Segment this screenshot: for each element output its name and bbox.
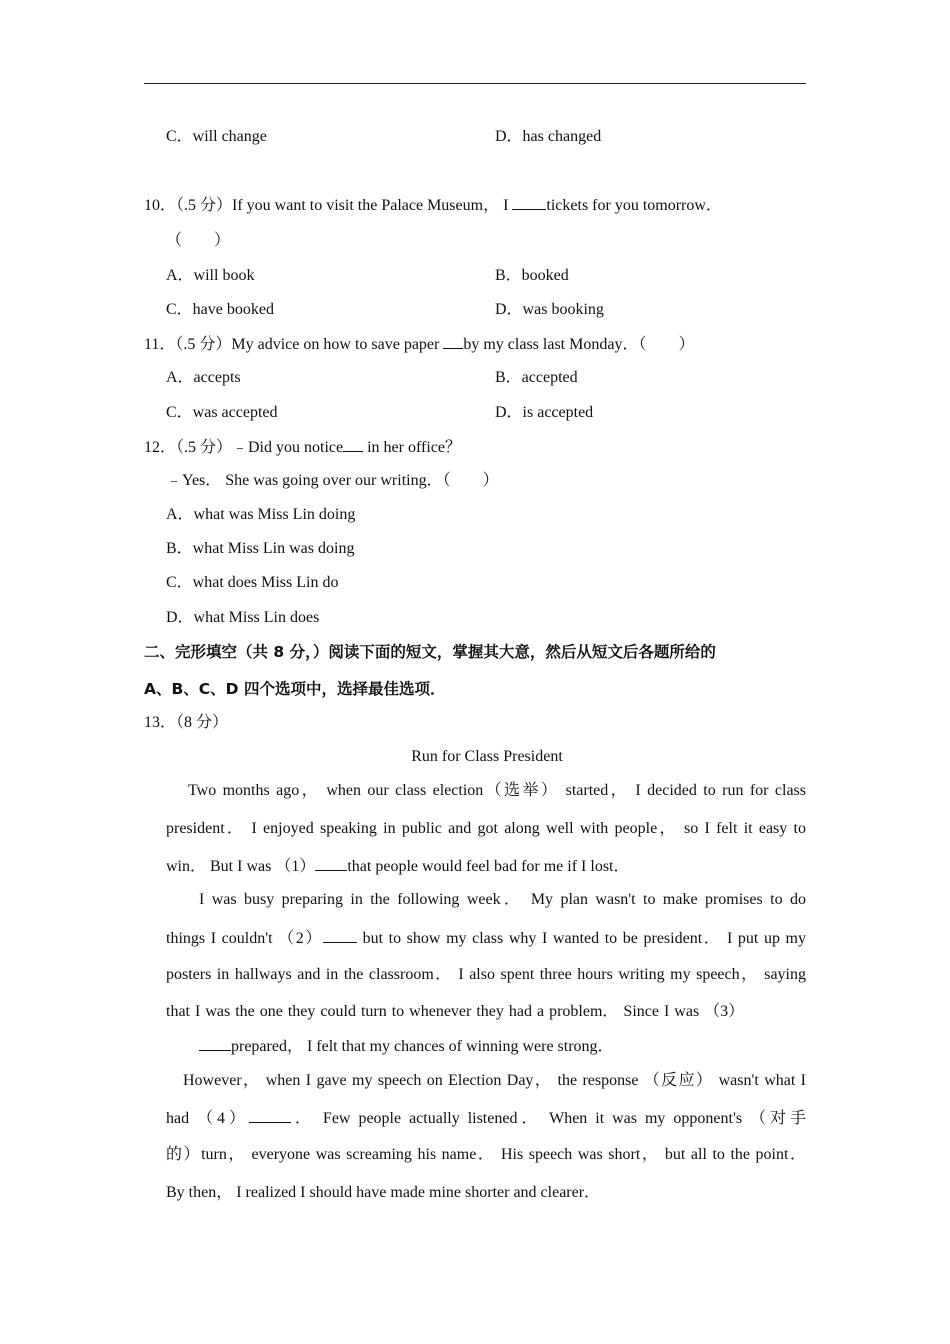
q9-option-d[interactable]: D．has changed: [495, 128, 602, 145]
q12-stem-end: in her office？: [363, 439, 462, 456]
q12-option-c[interactable]: C．what does Miss Lin do: [166, 574, 339, 591]
q12-option-a[interactable]: A．what was Miss Lin doing: [166, 506, 356, 523]
q10-blank: [512, 195, 546, 210]
q11-stem-end: by my class last Monday．（ ）: [463, 336, 695, 353]
passage-p3-line4: By then， I realized I should have made mine shorter and clearer．: [166, 1184, 601, 1201]
passage-p1-line3-end: that people would feel bad for me if I lost．: [347, 858, 630, 875]
passage-p2-line2: [166, 928, 806, 949]
q10-stem-end: tickets for you tomorrow．: [546, 197, 722, 214]
q10-option-a[interactable]: A．will book: [166, 267, 255, 284]
q13-label: 13．（8 分）: [144, 714, 229, 731]
passage-p3-line2-end: ． Few people actually listened． When it was my opponent's （对手: [291, 1110, 806, 1127]
q11-option-b[interactable]: B．accepted: [495, 369, 578, 386]
passage-blank-3: [199, 1036, 231, 1051]
q11-option-a[interactable]: A．accepts: [166, 369, 241, 386]
passage-p2-line3: posters in hallways and in the classroom． I also spent three hours writing my speech， saying: [166, 966, 806, 983]
q10-stem-start: 10．（.5 分）If you want to visit the Palace Museum， I: [144, 197, 513, 214]
q12-stem: [144, 437, 461, 458]
passage-p1-line3: [166, 856, 630, 877]
passage-blank-4: [249, 1108, 291, 1123]
q9-option-c[interactable]: C．will change: [166, 128, 267, 145]
q11-stem: [144, 334, 694, 355]
q12-blank: [343, 437, 363, 452]
q11-option-c[interactable]: C．was accepted: [166, 404, 278, 421]
q12-stem-start: 12．（.5 分）﹣Did you notice: [144, 439, 344, 456]
passage-p3-line3: 的）turn， everyone was screaming his name． His speech was short， but all to the point．: [166, 1146, 806, 1163]
passage-p3-line2-start: had （4）: [166, 1110, 249, 1127]
q12-reply: ﹣Yes． She was going over our writing．（ ）: [166, 472, 499, 489]
passage-p1-line1: Two months ago， when our class election（选举） started， I decided to run for class: [188, 782, 806, 799]
q10-option-b[interactable]: B．booked: [495, 267, 569, 284]
q12-option-d[interactable]: D．what Miss Lin does: [166, 609, 320, 626]
q10-answer-paren: （ ）: [166, 232, 231, 249]
passage-p2-line5-end: prepared， I felt that my chances of winning were strong．: [231, 1038, 614, 1055]
passage-p2-line5: [199, 1036, 614, 1057]
section2-heading-line2: A、B、C、D 四个选项中，选择最佳选项．: [144, 680, 446, 698]
passage-blank-1: [315, 856, 347, 871]
q10-option-d[interactable]: D．was booking: [495, 301, 604, 318]
passage-p3-line1: However， when I gave my speech on Election Day， the response （反应） wasn't what I: [183, 1072, 806, 1089]
q11-blank: [443, 334, 463, 349]
q12-option-b[interactable]: B．what Miss Lin was doing: [166, 540, 355, 557]
section2-heading-line1: 二、完形填空（共 8 分，）阅读下面的短文，掌握其大意，然后从短文后各题所给的: [144, 643, 716, 661]
passage-p3-line2: [166, 1108, 806, 1129]
passage-p2-line2-start: things I couldn't （2）: [166, 930, 323, 947]
passage-title: Run for Class President: [411, 748, 563, 765]
passage-p2-line2-end: but to show my class why I wanted to be president． I put up my: [356, 930, 806, 947]
q11-option-d[interactable]: D．is accepted: [495, 404, 594, 421]
passage-blank-2: [323, 928, 357, 943]
q10-stem: [144, 195, 722, 216]
passage-p2-line4: that I was the one they could turn to whenever they had a problem． Since I was （3）: [166, 1003, 745, 1020]
q11-stem-start: 11．（.5 分）My advice on how to save paper: [144, 336, 444, 353]
passage-p1-line2: president． I enjoyed speaking in public and got along well with people， so I felt it easy to: [166, 820, 807, 837]
passage-p1-line3-start: win． But I was （1）: [166, 858, 316, 875]
q10-option-c[interactable]: C．have booked: [166, 301, 274, 318]
passage-p2-line1: I was busy preparing in the following week． My plan wasn't to make promises to do: [199, 891, 806, 908]
header-rule: [144, 83, 806, 84]
